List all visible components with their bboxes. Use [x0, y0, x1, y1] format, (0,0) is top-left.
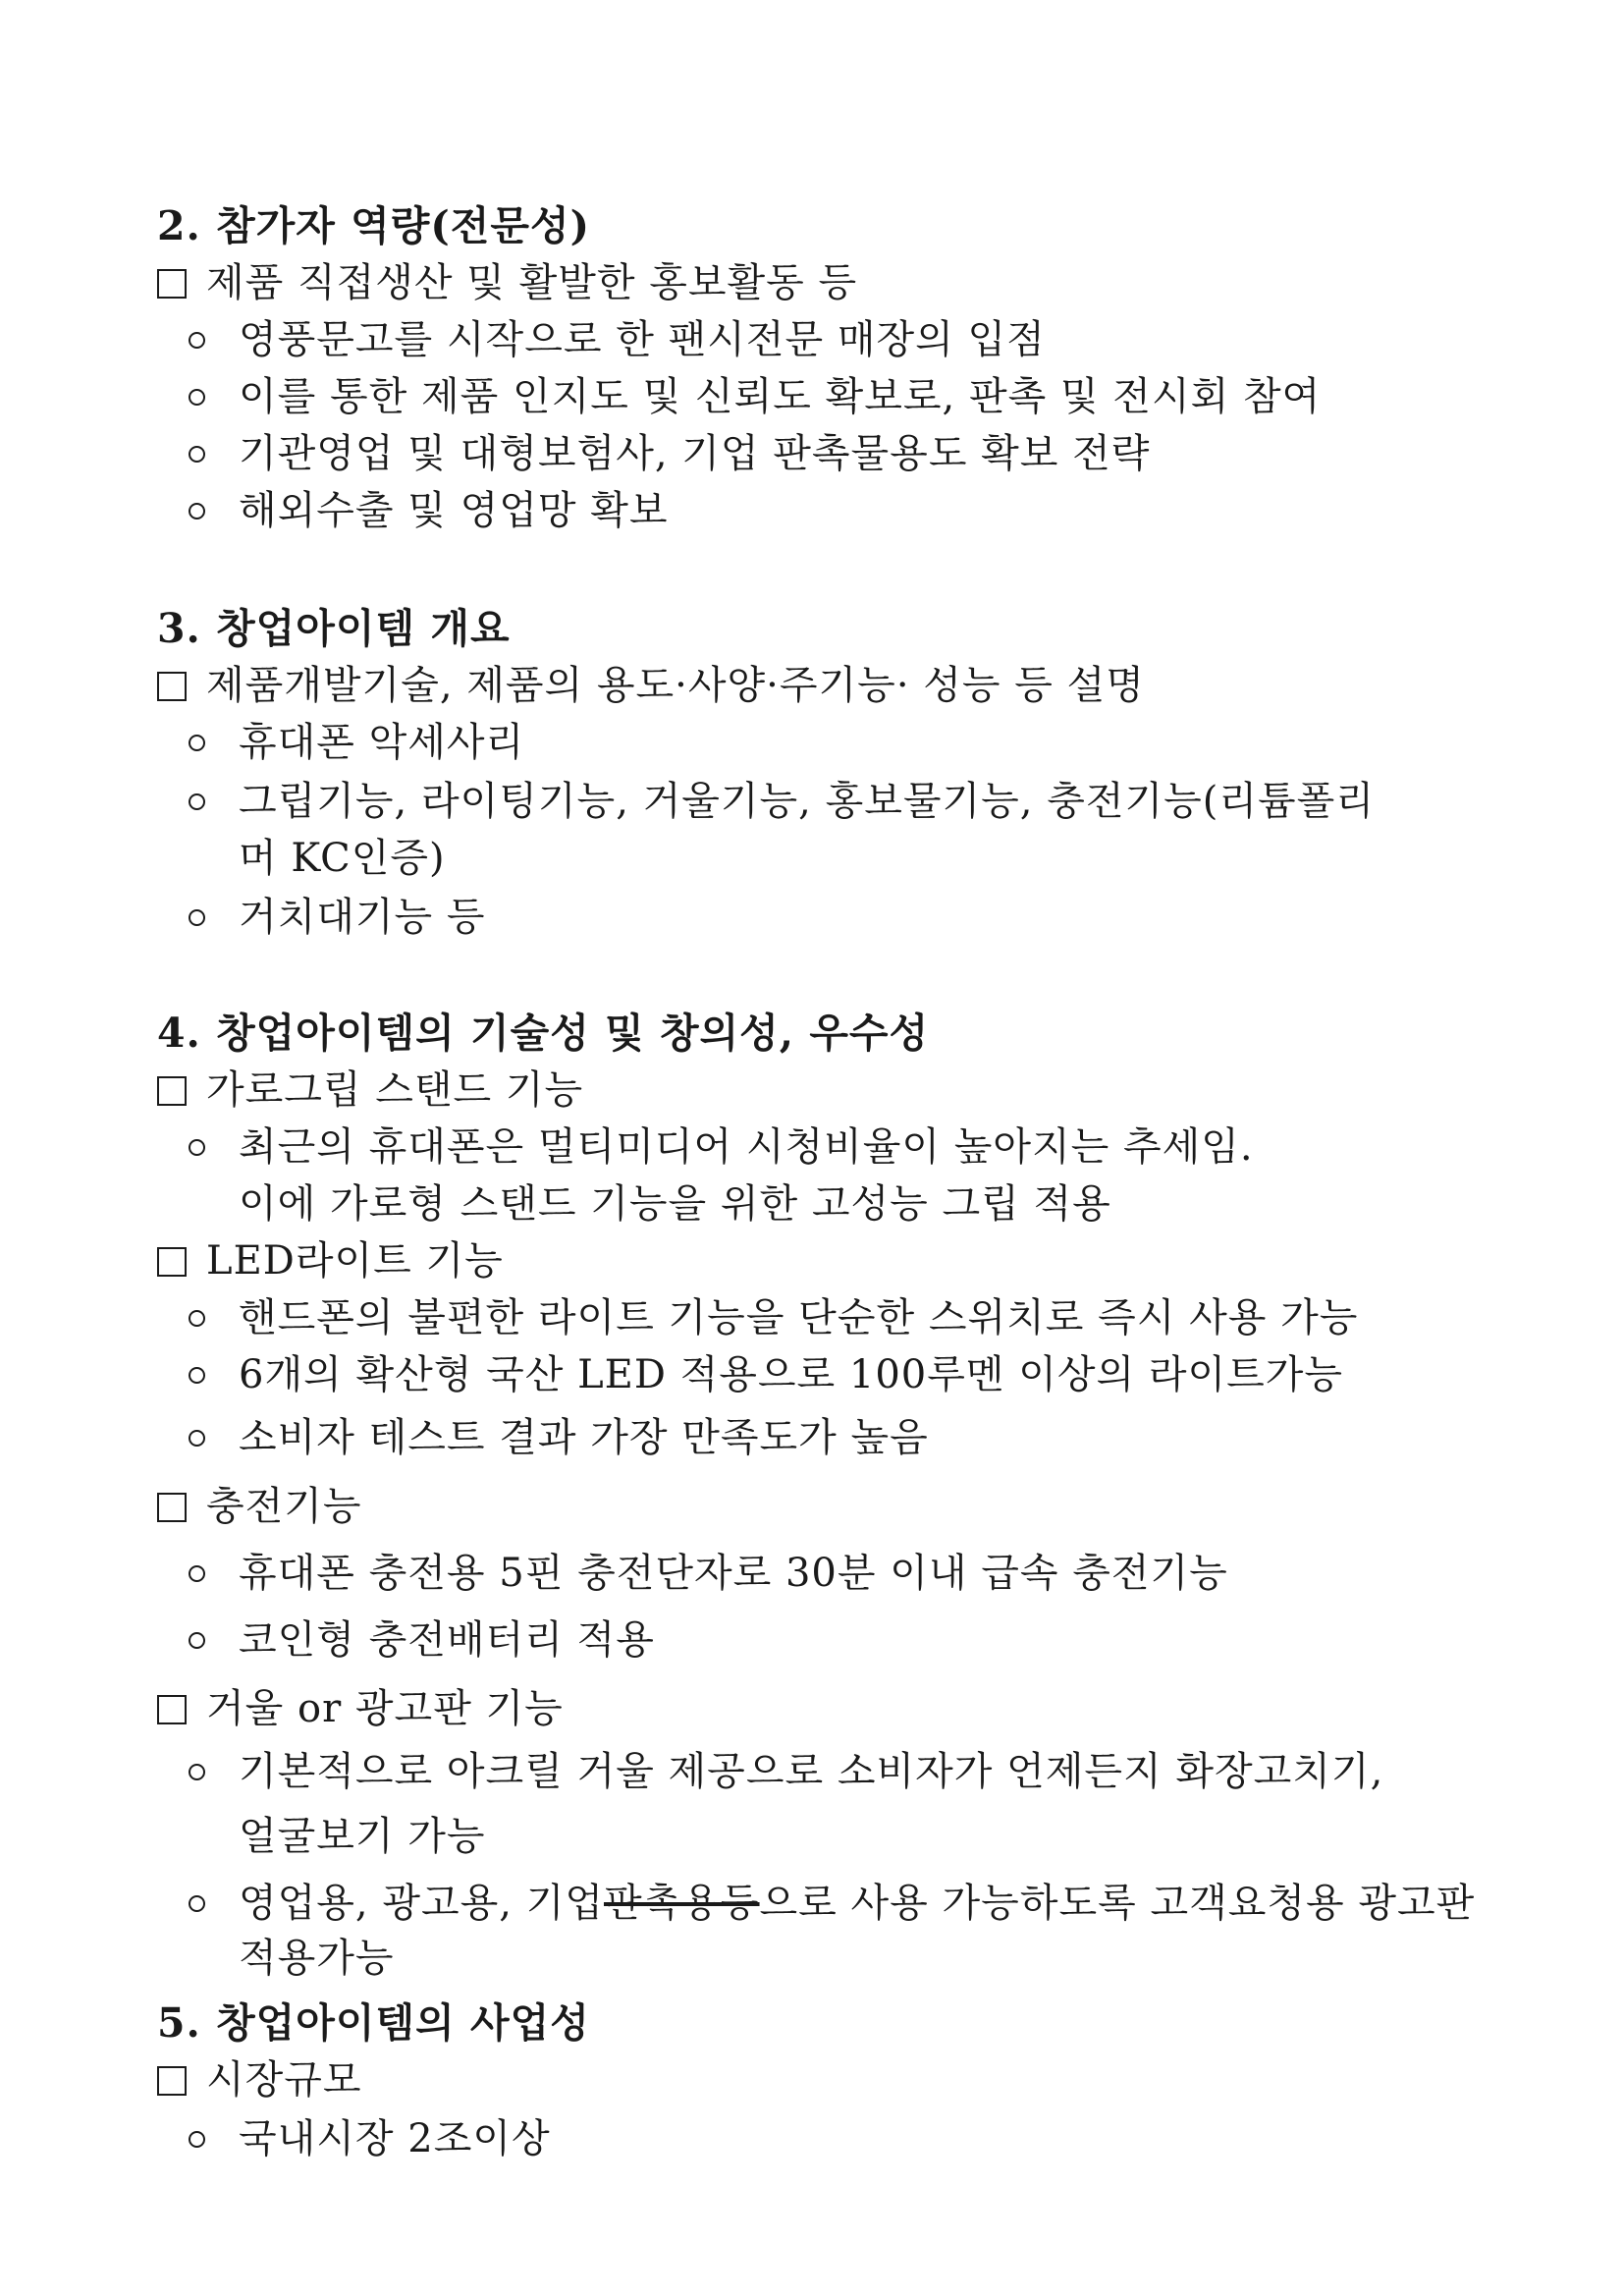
section-4-bullet-continuation: 이에 가로형 스탠드 기능을 위한 고성능 그립 적용	[239, 1181, 1111, 1227]
section-2-bullet: 해외수출 및 영업망 확보	[189, 483, 669, 538]
section-3-bullet: 휴대폰 악세사리	[189, 715, 524, 770]
bullet-circle-icon	[189, 1565, 205, 1582]
checkbox-square-icon	[157, 1493, 187, 1522]
section-5-box-item: 시장규모	[157, 2052, 362, 2107]
section-4-bullet: 휴대폰 충전용 5핀 충전단자로 30분 이내 급속 충전기능	[189, 1546, 1228, 1601]
section-3-bullet-continuation: 머 KC인증)	[239, 836, 446, 881]
checkbox-square-icon	[157, 269, 187, 299]
section-4-bullet-continuation: 얼굴보기 가능	[239, 1814, 486, 1859]
bullet-circle-icon	[189, 793, 205, 810]
section-4-box-item: LED라이트 기능	[157, 1233, 504, 1288]
section-3-box-item: 제품개발기술, 제품의 용도·사양·주기능· 성능 등 설명	[157, 658, 1145, 713]
checkbox-square-icon	[157, 2066, 187, 2096]
section-5-bullet: 국내시장 2조이상	[189, 2111, 551, 2166]
section-2-heading: 2. 참가자 역량(전문성)	[157, 202, 590, 249]
checkbox-square-icon	[157, 1247, 187, 1277]
section-4-bullet: 영업용, 광고용, 기업판촉용등으로 사용 가능하도록 고객요청용 광고판	[189, 1876, 1475, 1931]
bullet-circle-icon	[189, 735, 205, 751]
section-4-box-item: 거울 or 광고판 기능	[157, 1681, 564, 1736]
section-5-heading: 5. 창업아이템의 사업성	[157, 1999, 590, 2047]
section-4-bullet-continuation: 적용가능	[239, 1936, 395, 1981]
section-4-bullet: 소비자 테스트 결과 가장 만족도가 높음	[189, 1410, 929, 1465]
section-2-bullet: 영풍문고를 시작으로 한 팬시전문 매장의 입점	[189, 312, 1046, 367]
bullet-circle-icon	[189, 1764, 205, 1780]
section-2-box-item: 제품 직접생산 및 활발한 홍보활동 등	[157, 255, 857, 310]
bullet-circle-icon	[189, 1139, 205, 1156]
bullet-circle-icon	[189, 389, 205, 406]
section-4-bullet: 최근의 휴대폰은 멀티미디어 시청비율이 높아지는 추세임.	[189, 1120, 1254, 1175]
section-4-bullet: 기본적으로 아크릴 거울 제공으로 소비자가 언제든지 화장고치기,	[189, 1744, 1383, 1799]
section-2-bullet: 이를 통한 제품 인지도 및 신뢰도 확보로, 판촉 및 전시회 참여	[189, 369, 1321, 424]
struck-text: 판촉용등	[603, 1881, 760, 1926]
bullet-circle-icon	[189, 2131, 205, 2148]
section-4-bullet: 핸드폰의 불편한 라이트 기능을 단순한 스위치로 즉시 사용 가능	[189, 1290, 1358, 1345]
checkbox-square-icon	[157, 1695, 187, 1724]
bullet-circle-icon	[189, 1310, 205, 1327]
section-4-box-item: 충전기능	[157, 1479, 362, 1534]
bullet-circle-icon	[189, 1367, 205, 1384]
bullet-circle-icon	[189, 1430, 205, 1447]
bullet-circle-icon	[189, 1895, 205, 1912]
checkbox-square-icon	[157, 1076, 187, 1106]
bullet-circle-icon	[189, 446, 205, 463]
checkbox-square-icon	[157, 672, 187, 701]
section-3-bullet: 거치대기능 등	[189, 890, 486, 945]
section-3-bullet: 그립기능, 라이팅기능, 거울기능, 홍보물기능, 충전기능(리튬폴리	[189, 774, 1375, 829]
section-2-bullet: 기관영업 및 대형보험사, 기업 판촉물용도 확보 전략	[189, 426, 1150, 481]
bullet-circle-icon	[189, 332, 205, 349]
section-4-heading: 4. 창업아이템의 기술성 및 창의성, 우수성	[157, 1010, 930, 1057]
bullet-circle-icon	[189, 909, 205, 926]
section-4-bullet: 코인형 충전배터리 적용	[189, 1613, 655, 1667]
section-3-heading: 3. 창업아이템 개요	[157, 605, 511, 652]
bullet-circle-icon	[189, 1632, 205, 1649]
section-4-bullet: 6개의 확산형 국산 LED 적용으로 100루멘 이상의 라이트가능	[189, 1347, 1343, 1402]
section-4-box-item: 가로그립 스탠드 기능	[157, 1063, 583, 1118]
bullet-circle-icon	[189, 503, 205, 519]
